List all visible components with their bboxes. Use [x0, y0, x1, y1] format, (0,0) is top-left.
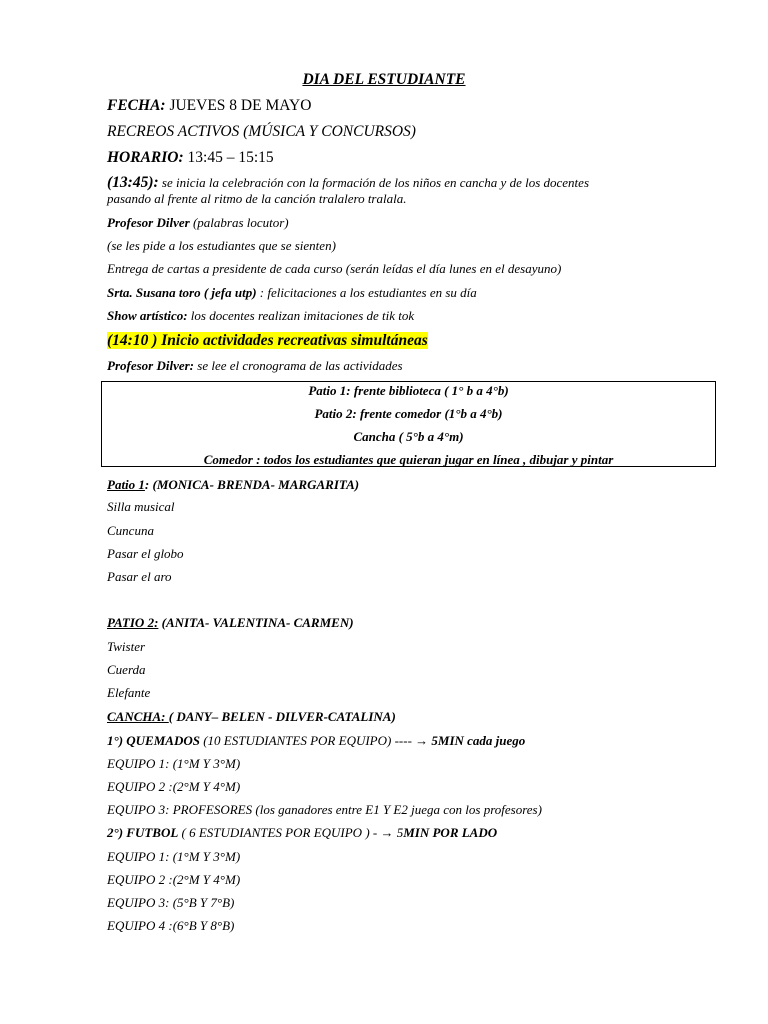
schedule-row-comedor: Comedor : todos los estudiantes que quieran jugar en línea , dibujar y pintar: [203, 452, 614, 467]
list-item: EQUIPO 1: (1°M Y 3°M): [107, 849, 241, 864]
futbol-title: 2°) FUTBOL: [107, 825, 179, 840]
highlight-line: [107, 332, 428, 350]
sienten-line: (se les pide a los estudiantes que se sienten): [107, 238, 336, 253]
cronograma-name: Profesor Dilver:: [107, 358, 195, 373]
cancha-staff: ( DANY– BELEN - DILVER-CATALINA): [168, 709, 396, 724]
intro-line-1: [107, 174, 589, 192]
list-item: Elefante: [107, 685, 151, 700]
cancha-label: CANCHA:: [107, 709, 169, 724]
patio1-label: Patio 1: [107, 477, 145, 492]
susana-text: : felicitaciones a los estudiantes en su día: [256, 285, 477, 300]
schedule-row-patio2: Patio 2: frente comedor (1°b a 4°b): [314, 406, 503, 421]
dilver-text: (palabras locutor): [189, 215, 289, 230]
patio2-label: PATIO 2:: [107, 615, 159, 630]
futbol-time: MIN POR LADO: [403, 825, 498, 840]
highlight-text: (14:10 ) Inicio actividades recreativas simultáneas: [107, 332, 428, 349]
show-text: los docentes realizan imitaciones de tik tok: [187, 308, 415, 323]
patio2-staff: (ANITA- VALENTINA- CARMEN): [158, 615, 354, 630]
recreos-line: RECREOS ACTIVOS (MÚSICA Y CONCURSOS): [107, 123, 416, 140]
quemados-title: 1°) QUEMADOS: [107, 733, 200, 748]
list-item: EQUIPO 1: (1°M Y 3°M): [107, 756, 241, 771]
arrow-right-icon: →: [380, 825, 394, 840]
list-item: EQUIPO 3: (5°B Y 7°B): [107, 895, 235, 910]
list-item: Pasar el globo: [107, 546, 184, 561]
show-line: [107, 308, 414, 324]
schedule-row-patio1: Patio 1: frente biblioteca ( 1° b a 4°b): [308, 383, 509, 398]
quemados-line: [107, 733, 525, 749]
list-item: Cuncuna: [107, 523, 154, 538]
horario-line: [107, 149, 274, 167]
cartas-line: Entrega de cartas a presidente de cada curso (serán leídas el día lunes en el desayuno): [107, 261, 562, 276]
list-item: EQUIPO 2 :(2°M Y 4°M): [107, 779, 241, 794]
quemados-text: (10 ESTUDIANTES POR EQUIPO) ----: [199, 733, 416, 748]
dilver-locutor-line: [107, 215, 289, 231]
cronograma-line: [107, 358, 403, 374]
dilver-name: Profesor Dilver: [107, 215, 190, 230]
intro-time: (13:45):: [107, 174, 159, 191]
fecha-value: JUEVES 8 DE MAYO: [165, 97, 312, 114]
cronograma-text: se lee el cronograma de las actividades: [194, 358, 403, 373]
list-item: EQUIPO 3: PROFESORES (los ganadores entre E1 Y E2 juega con los profesores): [107, 802, 542, 817]
schedule-row-cancha: Cancha ( 5°b a 4°m): [353, 429, 464, 444]
susana-name: Srta. Susana toro ( jefa utp): [107, 285, 257, 300]
list-item: Silla musical: [107, 499, 175, 514]
patio2-heading: [107, 615, 354, 631]
list-item: Cuerda: [107, 662, 146, 677]
intro-text-1: se inicia la celebración con la formación de los niños en cancha y de los docentes: [158, 175, 590, 190]
document-title: DIA DEL ESTUDIANTE: [302, 71, 466, 88]
show-name: Show artístico:: [107, 308, 188, 323]
susana-line: [107, 285, 477, 301]
intro-line-2: pasando al frente al ritmo de la canción tralalero tralala.: [107, 191, 407, 206]
schedule-box: [101, 381, 716, 467]
fecha-label: FECHA:: [107, 97, 166, 114]
list-item: Pasar el aro: [107, 569, 172, 584]
futbol-line: [107, 825, 497, 841]
list-item: Twister: [107, 639, 146, 654]
arrow-right-icon: →: [415, 733, 429, 748]
patio1-heading: [107, 477, 359, 493]
quemados-time: 5MIN cada juego: [428, 733, 526, 748]
list-item: EQUIPO 2 :(2°M Y 4°M): [107, 872, 241, 887]
horario-value: 13:45 – 15:15: [183, 149, 274, 166]
cancha-heading: [107, 709, 396, 725]
horario-label: HORARIO:: [107, 149, 184, 166]
futbol-text: ( 6 ESTUDIANTES POR EQUIPO ) -: [178, 825, 381, 840]
futbol-time-prefix: 5: [393, 825, 404, 840]
fecha-line: [107, 97, 311, 115]
patio1-staff: : (MONICA- BRENDA- MARGARITA): [144, 477, 360, 492]
list-item: EQUIPO 4 :(6°B Y 8°B): [107, 918, 235, 933]
